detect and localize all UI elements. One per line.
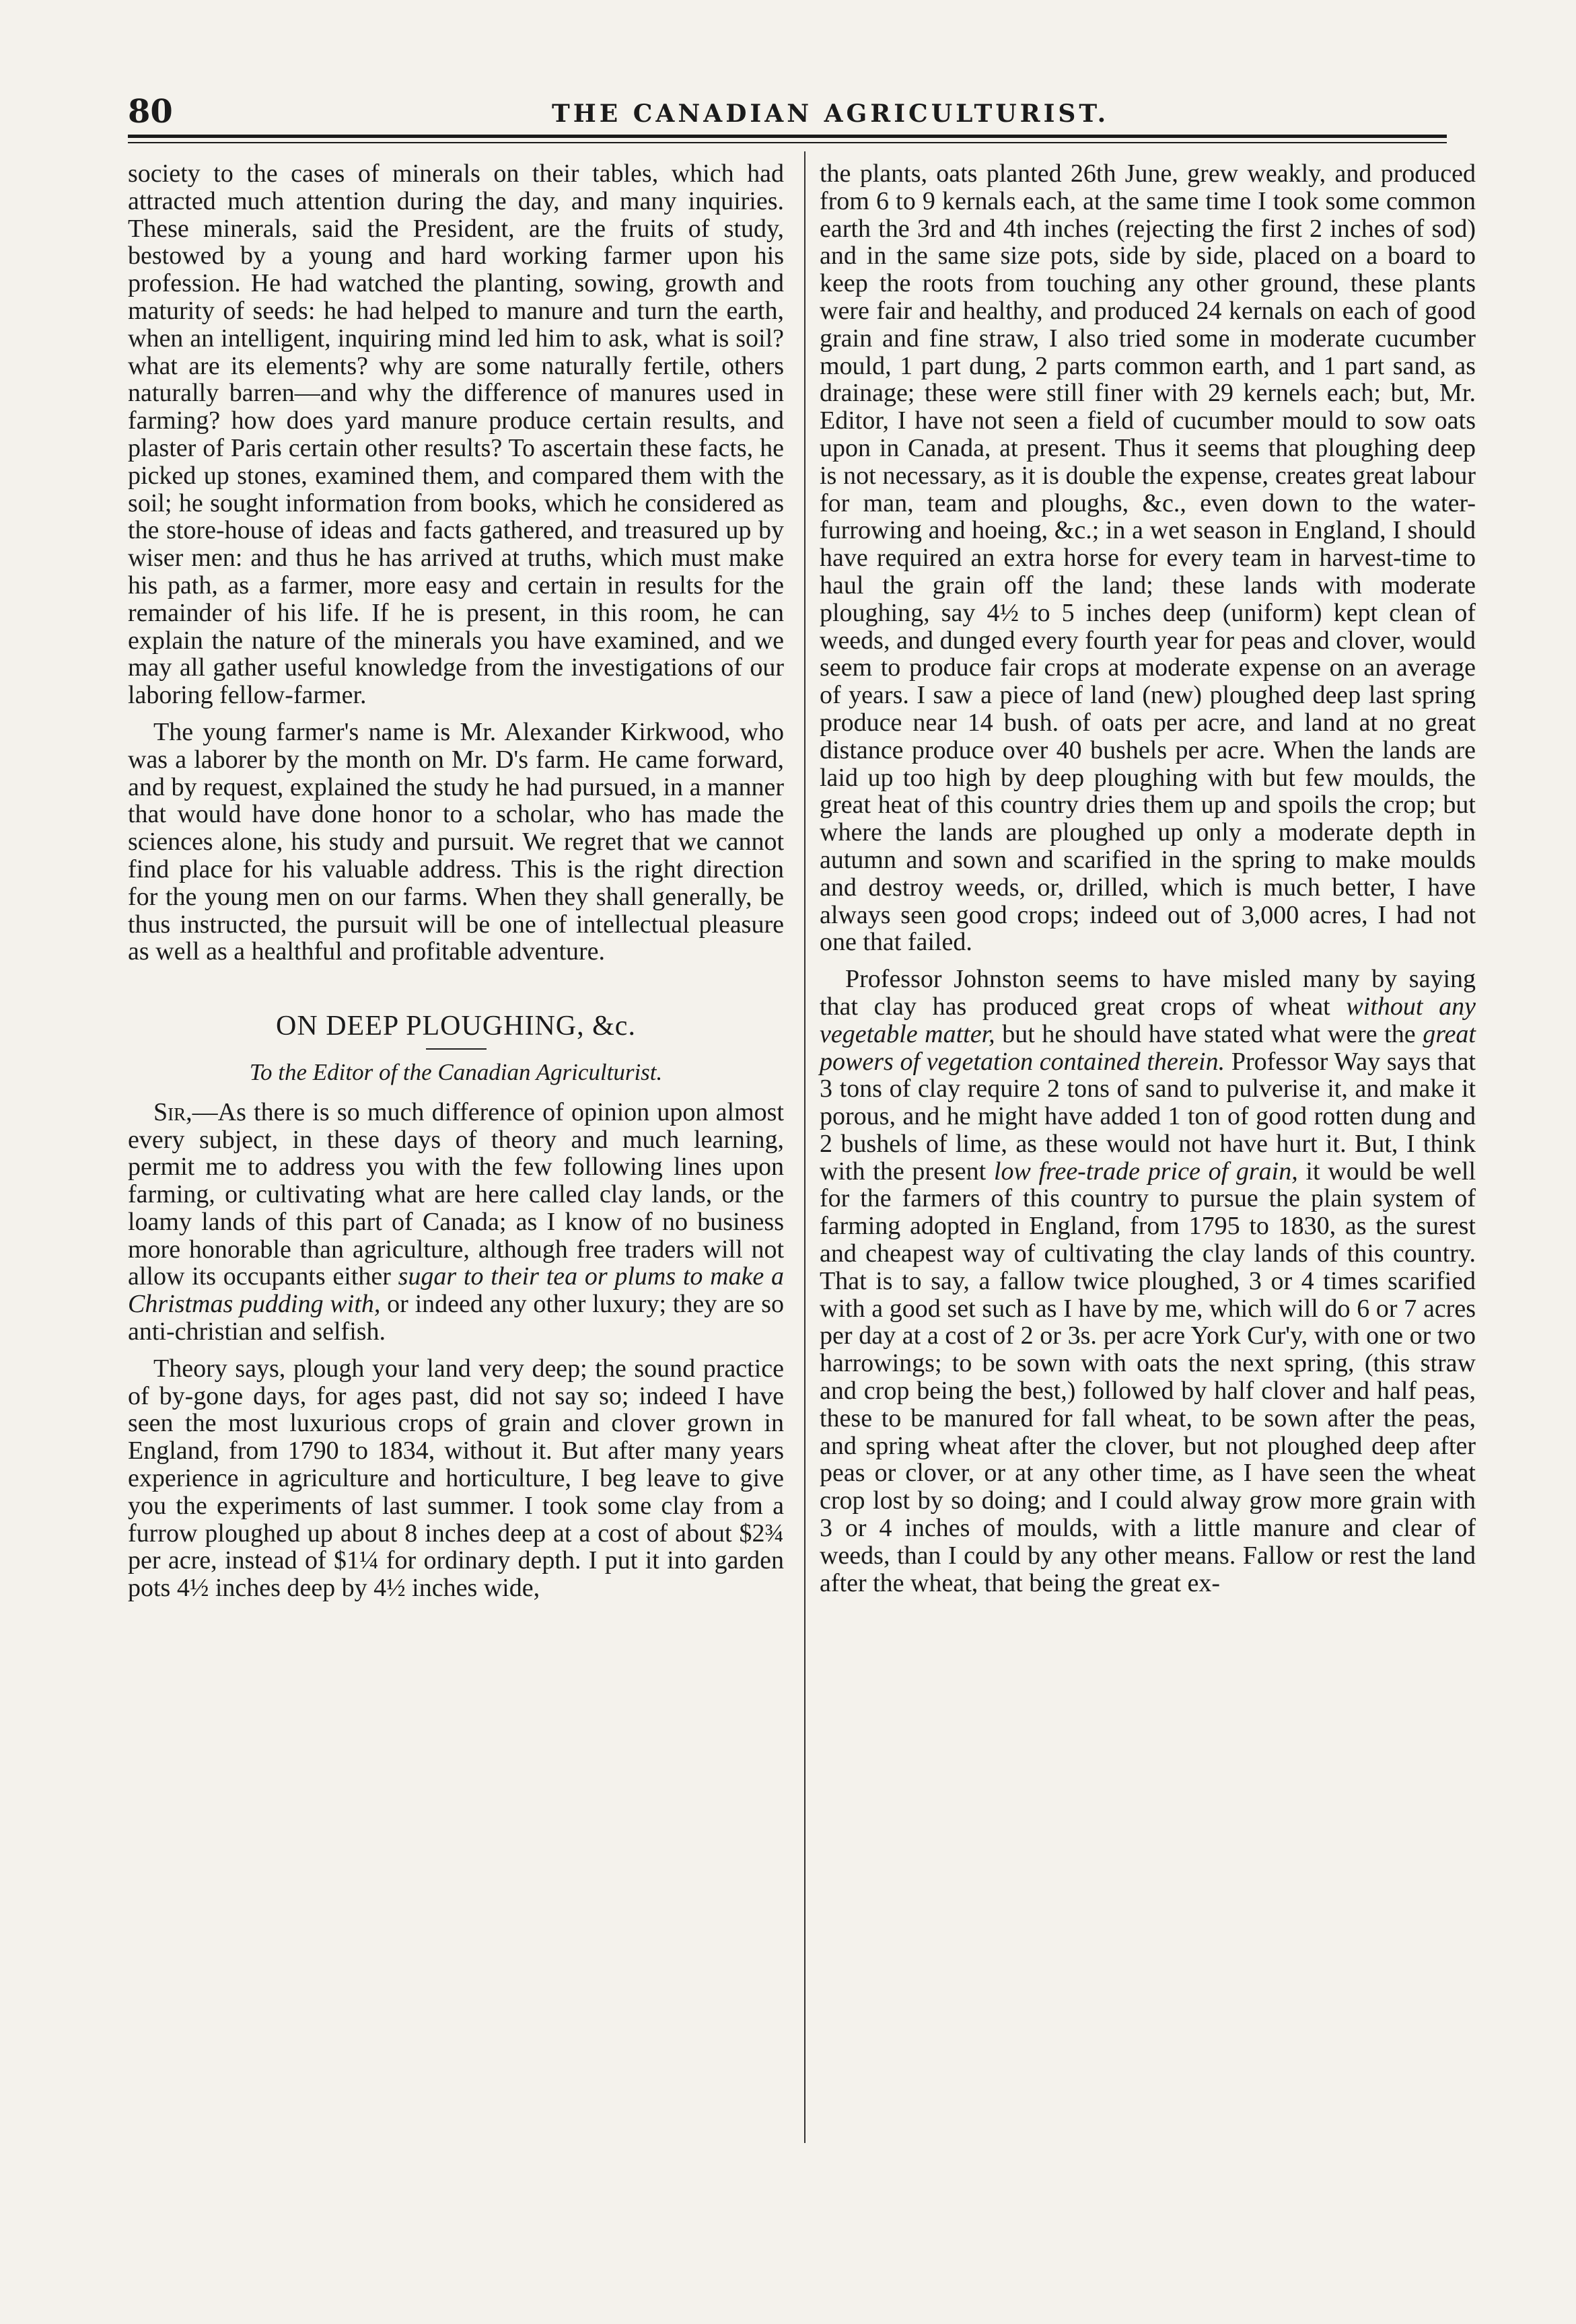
header-rule-thick bbox=[128, 135, 1447, 138]
article-dedication: To the Editor of the Canadian Agriculturist. bbox=[249, 1058, 663, 1085]
left-paragraph-3 bbox=[128, 1099, 784, 1346]
salutation: Sir, bbox=[153, 1097, 192, 1126]
left-paragraph-2: The young farmer's name is Mr. Alexander Kirkwood, who was a laborer by the month on Mr. D's farm. He came forward, and by request, explained the study he had pursued, in a manner that would have done honor to a scholar, who has made the sciences alone, his study and pursuit. We regret that we cannot find place for his valuable address. This is the right direction for the young men on our farms. When they shall generally, be thus instructed, the pursuit will be one of intellectual pleasure as well as a healthful and profitable adventure. bbox=[128, 717, 784, 966]
page-number: 80 bbox=[128, 93, 173, 131]
left-paragraph-4: Theory says, plough your land very deep; the sound practice of by-gone days, for ages past, did not say so; indeed I have seen the most luxurious crops of grain and clover grown in England, from 1790 to 1834, without it. But after many years experience in agriculture and horticulture, I beg leave to give you the experiments of last summer. I took some clay from a furrow ploughed up about 8 inches deep at a cost of about $2¾ per acre, instead of $1¼ for ordinary depth. I put it into garden pots 4½ inches deep by 4½ inches wide, bbox=[128, 1354, 784, 1603]
heading-rule bbox=[426, 1048, 487, 1050]
paragraph-3-text-b: or indeed any other luxury; they are so anti-christian and selfish. bbox=[128, 1290, 784, 1346]
r-paragraph-2-text-b: but he should have stated what were the bbox=[995, 1019, 1423, 1048]
r-paragraph-2-text-d: it would be well for the farmers of this country to pursue the plain system of farming adopted in England, from 1795 to 1830, as the surest and cheapest way of cultivating the clay lands of this country. That is to say, a fallow twice ploughed, 3 or 4 times scarified with a good set such as I have by me, which will do 6 or 7 acres per day at a cost of 2 or 3s. per acre York Cur'y, with one or two harrowings; to be sown with oats the next spring, (this straw and crop being the best,) followed by half clover and half peas, these to be manured for fall wheat, to be sown after the peas, and spring wheat after the clover, but not ploughed deep after peas or clover, or at any other time, as I have seen the wheat crop lost by so doing; and I could alway grow more grain with 3 or 4 inches of moulds, with a little manure and clear of weeds, than I could by any other means. Fallow or rest the land after the wheat, that being the great ex- bbox=[820, 1157, 1476, 1597]
r-paragraph-2-italic-1: without any vegetable matter, bbox=[820, 992, 1476, 1048]
paragraph-3-italic: sugar to their tea or plums to make a Christmas pudding with, bbox=[128, 1262, 784, 1319]
r-paragraph-2-text-c: Professor Way says that 3 tons of clay require 2 tons of sand to pulverise it, and make it porous, and he might have added 1 ton of good rotten dung and 2 bushels of lime, as these would not have hurt it. But, I think with the present bbox=[820, 1047, 1476, 1186]
header-rule-thin bbox=[128, 142, 1447, 143]
right-column bbox=[820, 160, 1476, 1597]
r-paragraph-2-text-a: Professor Johnston seems to have misled many by saying that clay has produced great crops of wheat bbox=[820, 965, 1476, 1021]
right-paragraph-1: the plants, oats planted 26th June, grew weakly, and produced from 6 to 9 kernals each, at the same time I took some common earth the 3rd and 4th inches (rejecting the first 2 inches of sod) and in the same size pots, side by side, placed on a board to keep the roots from touching any other ground, these plants were fair and healthy, and produced 24 kernals on each of good grain and fine straw, I also tried some in moderate cucumber mould, 1 part dung, 2 parts common earth, and 1 part sand, as drainage; these were still finer with 29 kernels each; but, Mr. Editor, I have not seen a field of cucumber mould to sow oats upon in Canada, at present. Thus it seems that ploughing deep is not necessary, as it is double the expense, creates great labour for man, team and ploughs, &c., even down to the water-furrowing and hoeing, &c.; in a wet season in England, I should have required an extra horse for every team in harvest-time to haul the grain off the land; these lands with moderate ploughing, say 4½ to 5 inches deep (uniform) kept clean of weeds, and dunged every fourth year for peas and clover, would seem to produce fair crops at moderate expense on an average of years. I saw a piece of land (new) ploughed deep last spring produce near 14 bush. of oats per acre, and land at no great distance produce over 40 bushels per acre. When the lands are laid up too high by deep ploughing with but few moulds, the great heat of this country dries them up and spoils the crop; but where the lands are ploughed up only a moderate depth in autumn and sown and scarified in the spring to make moulds and destroy weeds, or, drilled, which is much better, I have always seen good crops; indeed out of 3,000 acres, I had not one that failed. bbox=[820, 159, 1476, 957]
r-paragraph-2-italic-3: low free-trade price of grain, bbox=[993, 1157, 1298, 1186]
right-paragraph-2 bbox=[820, 966, 1476, 1597]
paragraph-3-text-a: —As there is so much difference of opinion upon almost every subject, in these days of theory and much learning, permit me to address you with the few following lines upon farming, or cultivating what are here called clay lands, or the loamy lands of this part of Canada; as I know of no business more honorable than agriculture, although free traders will not allow its occupants either bbox=[128, 1097, 784, 1291]
r-paragraph-2-italic-2: great powers of vegetation contained therein. bbox=[820, 1019, 1476, 1076]
left-paragraph-1: society to the cases of minerals on their tables, which had attracted much attention during the day, and many inquiries. These minerals, said the President, are the fruits of study, bestowed by a young and hard working farmer upon his profession. He had watched the planting, sowing, growth and maturity of seeds: he had helped to manure and turn the earth, when an intelligent, inquiring mind led him to ask, what is soil? what are its elements? why are some naturally fertile, others naturally barren—and why the difference of manures used in farming? how does yard manure produce certain results, and plaster of Paris certain other results? To ascertain these facts, he picked up stones, examined them, and compared them with the soil; he sought information from books, which he considered as the store-house of ideas and facts gathered, and treasured up by wiser men: and thus he has arrived at truths, which must make his path, as a farmer, more easy and certain in results for the remainder of his life. If he is present, in this room, he can explain the nature of the minerals you have examined, and we may all gather useful knowledge from the investigations of our laboring fellow-farmer. bbox=[128, 159, 784, 710]
column-divider bbox=[804, 151, 805, 2143]
running-title: THE CANADIAN AGRICULTURIST. bbox=[552, 100, 1110, 128]
article-heading: ON DEEP PLOUGHING, &c. bbox=[276, 1011, 636, 1042]
left-column bbox=[128, 160, 784, 1602]
